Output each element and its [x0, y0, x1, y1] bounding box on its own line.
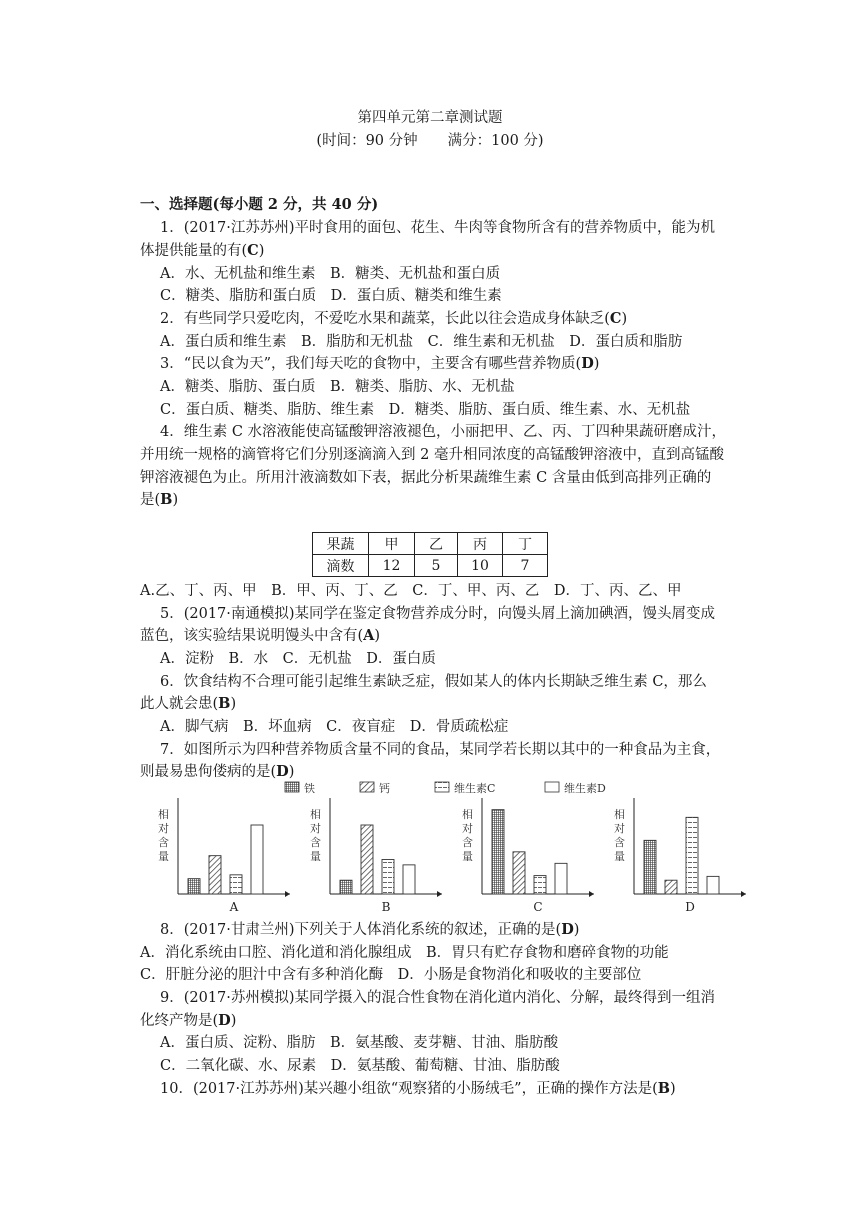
y-axis-label: 对	[158, 822, 169, 835]
legend-label: 维生素D	[564, 782, 606, 795]
y-axis-label: 含	[310, 836, 321, 849]
q3-answer: D	[581, 355, 594, 372]
q3-stem: 3．“民以食为天”，我们每天吃的食物中，主要含有哪些营养物质(D)	[160, 355, 600, 372]
legend-label: 铁	[304, 782, 315, 795]
page-title: 第四单元第二章测试题	[357, 110, 503, 126]
chart-legend	[285, 781, 606, 795]
q1-stem: 1．(2017·江苏苏州)平时食用的面包、花生、牛肉等食物所含有的营养物质中，能为机	[160, 220, 716, 236]
chart-bar	[534, 876, 546, 894]
panel-label: B	[381, 900, 391, 914]
chart-bar	[644, 840, 656, 894]
chart-panel	[158, 798, 290, 914]
q1-options-cd: C．糖类、脂肪和蛋白质 D．蛋白质、糖类和维生素	[160, 288, 502, 304]
drops-table	[312, 532, 548, 577]
chart-bar	[686, 817, 698, 894]
legend-swatch	[285, 782, 299, 792]
x-axis-arrow	[437, 891, 442, 897]
y-axis-label: 量	[310, 850, 321, 863]
q3-options-ab: A．糖类、脂肪、蛋白质 B．糖类、脂肪、水、无机盐	[160, 379, 515, 395]
chart-bar	[382, 860, 394, 895]
q5-answer: A	[363, 627, 375, 644]
q2-answer: C	[609, 310, 622, 327]
panel-label: A	[229, 900, 239, 914]
q2-options: A．蛋白质和维生素 B．脂肪和无机盐 C．维生素和无机盐 D．蛋白质和脂肪	[160, 334, 683, 350]
q9-answer: D	[218, 1012, 231, 1029]
chart-bar	[403, 865, 415, 894]
table-cell: 乙	[415, 533, 458, 555]
exam-info	[0, 129, 860, 150]
chart-panel	[310, 798, 442, 914]
chart-panel	[614, 798, 746, 914]
chart-panel	[462, 798, 594, 914]
chart-bar	[188, 879, 200, 894]
y-axis-label: 相	[310, 808, 321, 821]
time-limit: (时间：90 分钟	[316, 133, 418, 149]
y-axis-label: 含	[614, 836, 625, 849]
panel-label: C	[533, 900, 543, 914]
q9-stem: 9．(2017·苏州模拟)某同学摄入的混合性食物在消化道内消化、分解，最终得到一组消	[160, 990, 716, 1006]
chart-bar	[513, 852, 525, 894]
chart-bar	[340, 880, 352, 894]
y-axis-label: 量	[614, 850, 625, 863]
q9-stem-cont: 化终产物是(D)	[140, 1012, 237, 1029]
chart-bar	[251, 825, 263, 894]
q7-stem-cont: 则最易患佝偻病的是(D)	[140, 763, 295, 780]
table-cell: 5	[415, 555, 458, 577]
q4-answer: B	[160, 491, 173, 508]
chart-bar	[555, 863, 567, 894]
q1-answer: C	[247, 242, 259, 259]
q10-stem: 10．(2017·江苏苏州)某兴趣小组欲“观察猪的小肠绒毛”，正确的操作方法是(B)	[160, 1080, 676, 1097]
q5-stem-cont: 蓝色，该实验结果说明馒头中含有(A)	[140, 627, 381, 644]
chart-bar	[209, 856, 221, 894]
y-axis-label: 相	[614, 808, 625, 821]
section-heading: 一、选择题(每小题 2 分，共 40 分)	[140, 196, 379, 213]
y-axis-label: 含	[158, 836, 169, 849]
q4-stem-cont2: 并用统一规格的滴管将它们分别逐滴滴入到 2 毫升相同浓度的高锰酸钾溶液中，直到高锰酸	[140, 447, 724, 463]
q5-options: A．淀粉 B．水 C．无机盐 D．蛋白质	[160, 651, 436, 667]
table-cell: 10	[458, 555, 503, 577]
q5-stem: 5．(2017·南通模拟)某同学在鉴定食物营养成分时，向馒头屑上滴加碘酒，馒头屑变成	[160, 606, 716, 622]
table-cell: 甲	[369, 533, 415, 555]
q4-stem-cont3: 钾溶液褪色为止。所用汁液滴数如下表，据此分析果蔬维生素 C 含量由低到高排列正确的	[140, 470, 712, 486]
legend-label: 钙	[379, 782, 390, 795]
q6-answer: B	[218, 695, 231, 712]
q7-answer: D	[276, 763, 289, 780]
chart-panels	[158, 798, 746, 914]
legend-swatch	[435, 782, 449, 792]
y-axis-label: 对	[310, 822, 321, 835]
q1-options-ab: A．水、无机盐和维生素 B．糖类、无机盐和蛋白质	[160, 266, 501, 282]
q9-options-ab: A．蛋白质、淀粉、脂肪 B．氨基酸、麦芽糖、甘油、脂肪酸	[160, 1035, 559, 1051]
q8-answer: D	[561, 921, 574, 938]
y-axis-label: 量	[462, 850, 473, 863]
table-cell: 滴数	[313, 555, 369, 577]
y-axis-label: 相	[462, 808, 473, 821]
q6-stem-cont: 此人就会患(B)	[140, 695, 237, 712]
q2-stem: 2．有些同学只爱吃肉，不爱吃水果和蔬菜，长此以往会造成身体缺乏(C)	[160, 310, 628, 327]
table-header-row	[313, 533, 548, 555]
x-axis-arrow	[285, 891, 290, 897]
legend-label: 维生素C	[454, 782, 496, 795]
y-axis-label: 对	[462, 822, 473, 835]
table-cell: 7	[503, 555, 548, 577]
x-axis-arrow	[589, 891, 594, 897]
table-cell: 果蔬	[313, 533, 369, 555]
chart-bar	[492, 810, 504, 894]
chart-bar	[665, 880, 677, 894]
y-axis-label: 量	[158, 850, 169, 863]
q8-options-cd: C．肝脏分泌的胆汁中含有多种消化酶 D．小肠是食物消化和吸收的主要部位	[140, 967, 642, 983]
q3-options-cd: C．蛋白质、糖类、脂肪、维生素 D．糖类、脂肪、蛋白质、维生素、水、无机盐	[160, 402, 691, 418]
table-cell: 12	[369, 555, 415, 577]
q6-stem: 6．饮食结构不合理可能引起维生素缺乏症，假如某人的体内长期缺乏维生素 C，那么	[160, 674, 707, 690]
x-axis-arrow	[741, 891, 746, 897]
chart-bar	[361, 825, 373, 894]
legend-swatch	[360, 782, 374, 792]
y-axis-label: 对	[614, 822, 625, 835]
q4-stem-cont4: 是(B)	[140, 491, 179, 508]
q7-stem: 7．如图所示为四种营养物质含量不同的食品，某同学若长期以其中的一种食品为主食，	[160, 742, 721, 758]
q4-stem: 4．维生素 C 水溶液能使高锰酸钾溶液褪色，小丽把甲、乙、丙、丁四种果蔬研磨成汁，	[160, 424, 727, 440]
legend-swatch	[545, 782, 559, 792]
chart-bar	[707, 876, 719, 894]
q1-stem-cont: 体提供能量的有(C)	[140, 242, 265, 259]
q9-options-cd: C．二氧化碳、水、尿素 D．氨基酸、葡萄糖、甘油、脂肪酸	[160, 1058, 560, 1074]
q4-options: A.乙、丁、丙、甲 B．甲、丙、丁、乙 C．丁、甲、丙、乙 D．丁、丙、乙、甲	[140, 583, 682, 599]
q8-options-ab: A．消化系统由口腔、消化道和消化腺组成 B．胃只有贮存食物和磨碎食物的功能	[140, 945, 669, 961]
table-cell: 丁	[503, 533, 548, 555]
full-score: 满分：100 分)	[447, 133, 544, 149]
table-row	[313, 555, 548, 577]
q8-stem: 8．(2017·甘肃兰州)下列关于人体消化系统的叙述，正确的是(D)	[160, 921, 580, 938]
table-cell: 丙	[458, 533, 503, 555]
q6-options: A．脚气病 B．坏血病 C．夜盲症 D．骨质疏松症	[160, 719, 509, 735]
chart-bar	[230, 875, 242, 894]
nutrient-charts	[150, 780, 750, 920]
panel-label: D	[685, 900, 695, 914]
y-axis-label: 含	[462, 836, 473, 849]
y-axis-label: 相	[158, 808, 169, 821]
q10-answer: B	[657, 1080, 671, 1097]
